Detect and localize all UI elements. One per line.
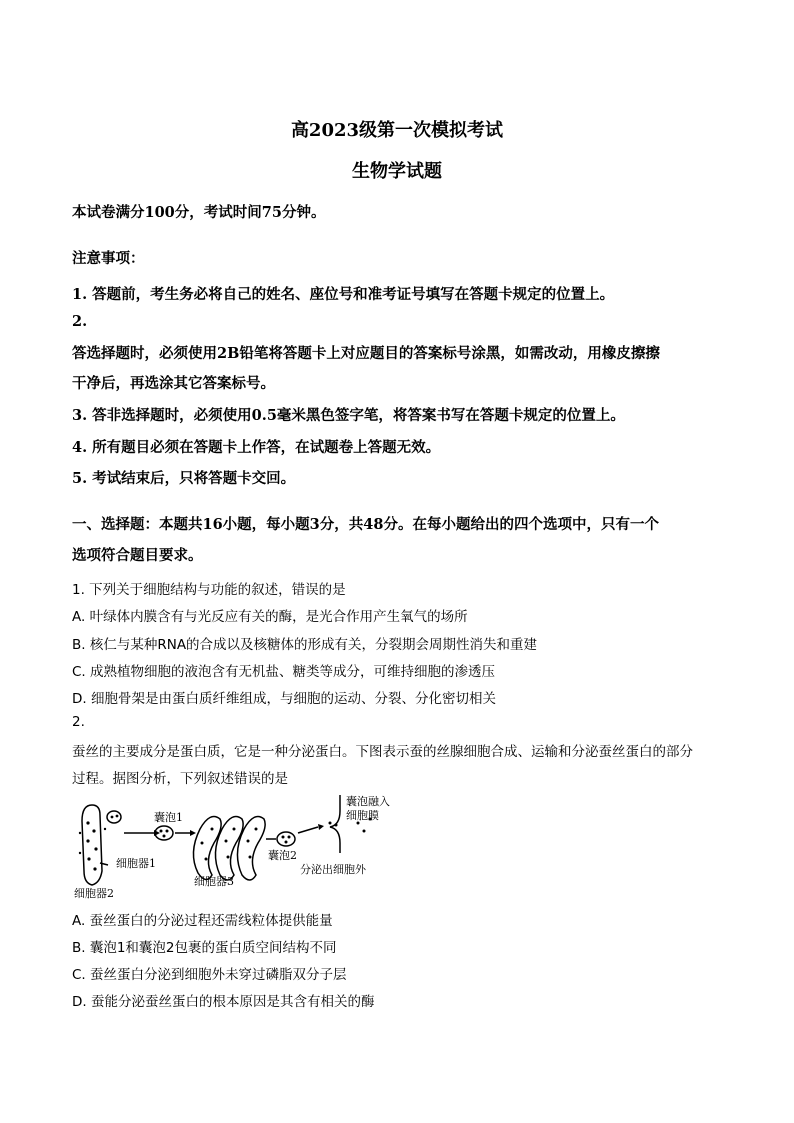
note-item: 答选择题时，必须使用2B铅笔将答题卡上对应题目的答案标号涂黑，如需改动，用橡皮擦擦 [72,345,660,362]
note-item: 1. 答题前，考生务必将自己的姓名、座位号和准考证号填写在答题卡规定的位置上。 [72,286,615,303]
label-vesicle-2: 囊泡2 [268,849,297,862]
exam-title: 高2023级第一次模拟考试 [290,120,504,141]
question-1-option-c: C. 成熟植物细胞的液泡含有无机盐、糖类等成分，可维持细胞的渗透压 [72,664,496,680]
secretion-diagram [74,793,414,903]
small-vesicle-shape [107,811,121,823]
note-item: 4. 所有题目必须在答题卡上作答，在试题卷上答题无效。 [72,439,441,456]
note-item: 干净后，再选涂其它答案标号。 [72,375,275,392]
question-2-stem-cont: 过程。据图分析，下列叙述错误的是 [72,771,288,787]
note-item: 3. 答非选择题时，必须使用0.5毫米黑色签字笔，将答案书写在答题卡规定的位置上。 [72,407,625,424]
question-1-option-b: B. 核仁与某种RNA的合成以及核糖体的形成有关，分裂期会周期性消失和重建 [72,637,538,653]
question-1-stem: 1. 下列关于细胞结构与功能的叙述，错误的是 [72,582,346,598]
question-2-stem: 蚕丝的主要成分是蛋白质，它是一种分泌蛋白。下图表示蚕的丝腺细胞合成、运输和分泌蚕丝蛋白的部分 [72,744,693,760]
section-heading-cont: 选项符合题目要求。 [72,547,203,564]
note-item: 5. 考试结束后，只将答题卡交回。 [72,470,296,487]
note-item: 2. [72,313,88,330]
question-2-option-a: A. 蚕丝蛋白的分泌过程还需线粒体提供能量 [72,913,333,929]
label-organelle-1: 细胞器1 [116,857,156,870]
label-fusion-1: 囊泡融入 [346,795,390,808]
organelle-3-shape [193,817,221,880]
question-2-number: 2. [72,714,85,730]
label-fusion-2: 细胞膜 [346,809,379,822]
question-2-option-d: D. 蚕能分泌蚕丝蛋白的根本原因是其含有相关的酶 [72,994,375,1010]
organelle-2-shape [82,805,102,885]
label-secrete: 分泌出细胞外 [300,863,366,876]
label-organelle-3: 细胞器3 [194,875,234,888]
label-vesicle-1: 囊泡1 [154,811,183,824]
question-2-option-b: B. 囊泡1和囊泡2包裹的蛋白质空间结构不同 [72,940,337,956]
notes-heading: 注意事项： [72,250,145,267]
vesicle-2-shape [277,832,295,846]
intro-text: 本试卷满分100分，考试时间75分钟。 [72,204,326,221]
question-1-option-d: D. 细胞骨架是由蛋白质纤维组成，与细胞的运动、分裂、分化密切相关 [72,691,496,707]
label-organelle-2: 细胞器2 [74,887,114,900]
question-1-option-a: A. 叶绿体内膜含有与光反应有关的酶，是光合作用产生氧气的场所 [72,609,468,625]
exam-subtitle: 生物学试题 [352,161,442,182]
question-2-option-c: C. 蚕丝蛋白分泌到细胞外未穿过磷脂双分子层 [72,967,347,983]
section-heading: 一、选择题：本题共16小题，每小题3分，共48分。在每小题给出的四个选项中，只有一个 [72,516,659,533]
